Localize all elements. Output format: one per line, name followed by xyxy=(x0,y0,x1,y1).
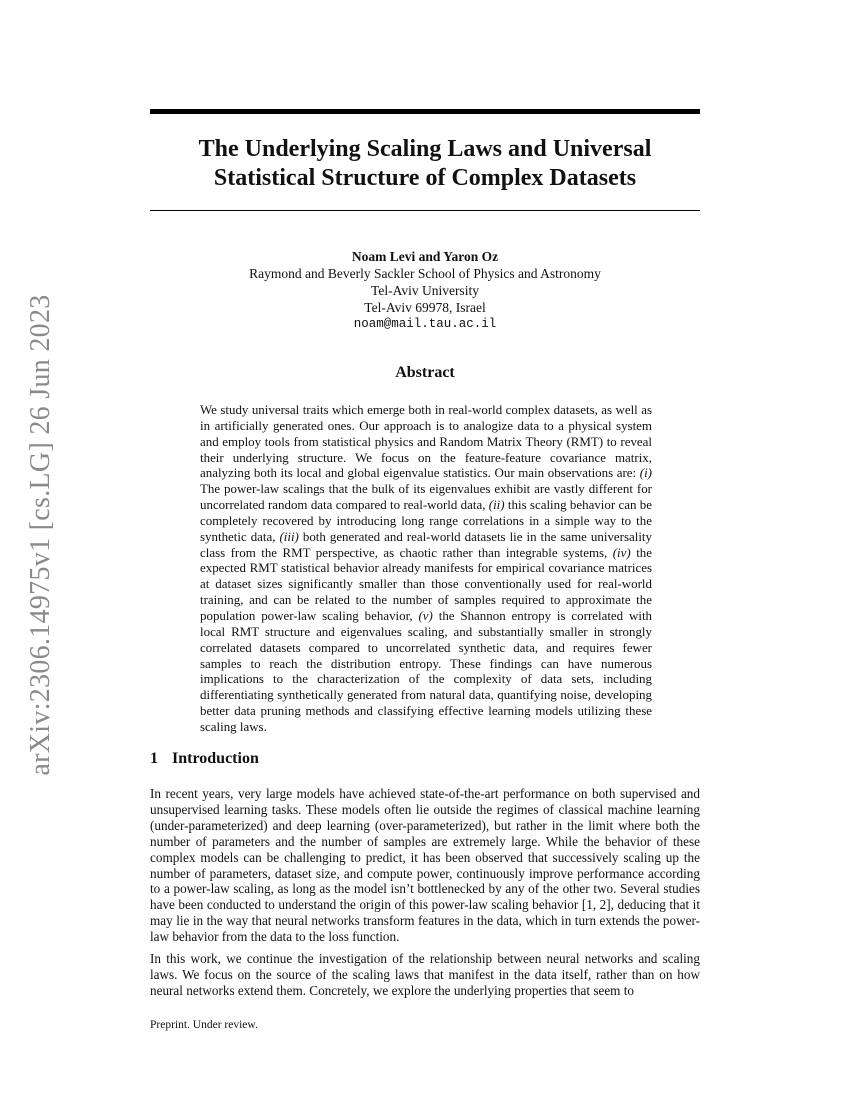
author-names: Noam Levi and Yaron Oz xyxy=(351,249,499,264)
section-number: 1 xyxy=(150,750,158,767)
abstract-text-segment: this scaling behavior can be completely recovered by introducing long range correlations in a simple way to the synthetic data, xyxy=(200,497,652,544)
abstract-text-segment: the expected RMT statistical behavior already manifests for empirical covariance matrices at dataset sizes significantly smaller than those conventionally used for real-world training, and can be related to the number of samples required to approximate the population power-law scaling behavior, xyxy=(200,544,652,623)
section-title: Introduction xyxy=(172,750,259,767)
list-marker: (iii) xyxy=(279,528,299,544)
arxiv-identifier-stamp: arXiv:2306.14975v1 [cs.LG] 26 Jun 2023 xyxy=(25,294,56,776)
affiliation-line: Raymond and Beverly Sackler School of Physics and Astronomy xyxy=(249,266,601,281)
body-paragraph: In recent years, very large models have achieved state-of-the-art performance on both supervised and unsupervised learning tasks. These models often lie outside the regimes of classical machine learning (under-parameterized) and deep learning (over-parameterized), but rather in the limit where both the number of parameters and the number of samples are extremely large. While the behavior of these complex models can be challenging to predict, it has been observed that successively scaling up the number of parameters, dataset size, and compute power, continuously improve performance according to a power-law scaling, as long as the model isn’t bottlenecked by any of the other two. Several studies have been conducted to understand the origin of this power-law scaling behavior [1, 2], deducing that it may lie in the way that neural networks transform features in the data, which in turn extends the power-law behavior from the data to the loss function. xyxy=(150,786,700,945)
list-marker: (iv) xyxy=(612,544,631,560)
body-paragraph: In this work, we continue the investigation of the relationship between neural networks and scaling laws. We focus on the source of the scaling laws that manifest in the data itself, rather than on how neural networks extend them. Concretely, we explore the underlying properties that seem to xyxy=(150,951,700,998)
abstract-text-segment: the Shannon entropy is correlated with local RMT structure and eigenvalues scaling, and substantially smaller in strongly correlated datasets compared to uncorrelated synthetic data, and requires fewer samples to reach the distribution entropy. These findings can have numerous implications to the characterization of the complexity of data sets, including differentiating synthetically generated from natural data, quantifying noise, developing better data pruning methods and classifying effective learning models utilizing these scaling laws. xyxy=(200,607,653,734)
section-heading-introduction xyxy=(150,750,259,768)
paper-title: The Underlying Scaling Laws and Universal Statistical Structure of Complex Datasets xyxy=(198,136,652,191)
title-rule-top xyxy=(150,109,700,114)
abstract-heading: Abstract xyxy=(395,364,455,381)
introduction-body xyxy=(150,786,700,1005)
preprint-footnote: Preprint. Under review. xyxy=(150,1019,258,1031)
abstract-text-segment: both generated and real-world datasets lie in the same universality class from the RMT perspective, as chaotic rather than integrable systems, xyxy=(200,528,652,560)
affiliation-line: Tel-Aviv 69978, Israel xyxy=(364,300,486,315)
list-marker: (ii) xyxy=(488,497,505,513)
abstract-text-segment: We study universal traits which emerge both in real-world complex datasets, as well as in artificially generated ones. Our approach is to analogize data to a physical system and employ tools from statistical physics and Random Matrix Theory (RMT) to reveal their underlying structure. We focus on the feature-feature covariance matrix, analyzing both its local and global eigenvalue statistics. Our main observations are: xyxy=(200,402,652,481)
title-rule-bottom xyxy=(150,210,700,211)
abstract-text xyxy=(200,402,652,735)
list-marker: (v) xyxy=(418,607,433,623)
author-block xyxy=(150,248,700,333)
affiliation-line: Tel-Aviv University xyxy=(371,283,479,298)
abstract-text-segment: The power-law scalings that the bulk of its eigenvalues exhibit are vastly different for uncorrelated random data compared to real-world data, xyxy=(200,481,652,513)
author-email: noam@mail.tau.ac.il xyxy=(353,317,497,331)
list-marker: (i) xyxy=(639,465,652,481)
